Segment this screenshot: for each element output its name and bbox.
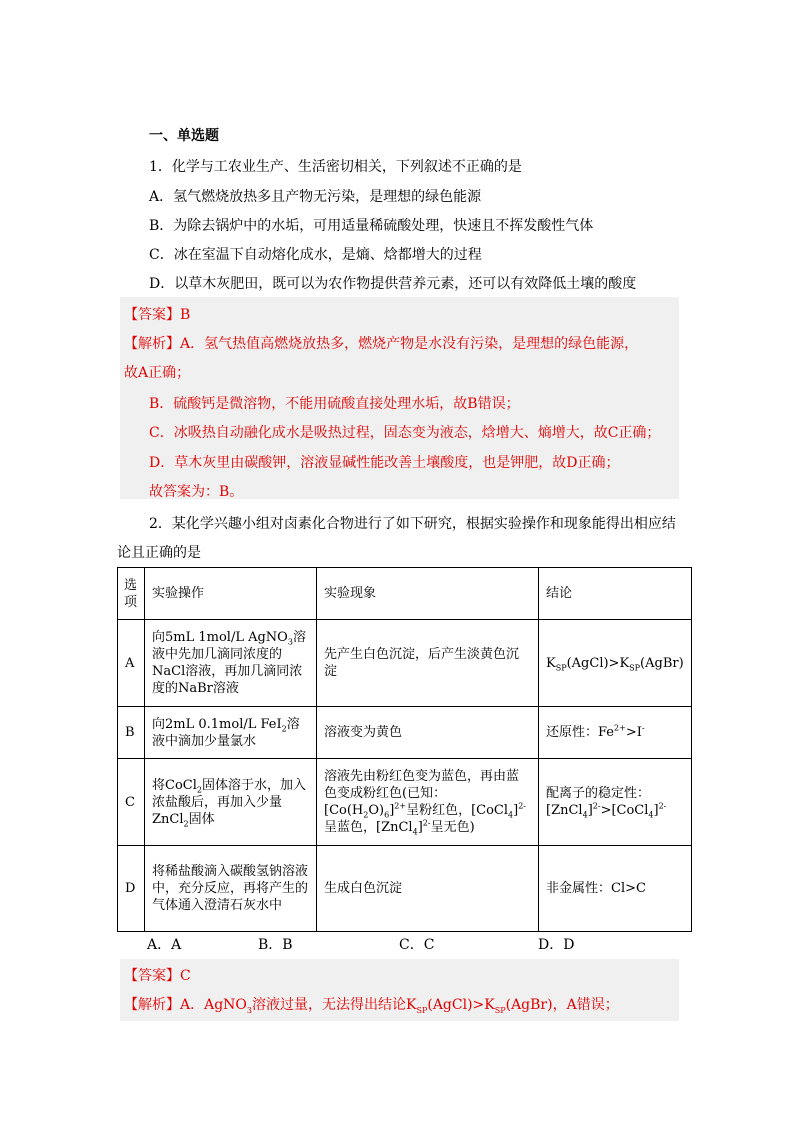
row-option: D [118, 846, 145, 932]
section-title: 一、单选题 [149, 128, 219, 144]
row-option: A [118, 620, 145, 707]
q1-stem: 1．化学与工农业生产、生活密切相关，下列叙述不正确的是 [149, 159, 522, 175]
q1-analysis-line-4: C．冰吸热自动融化成水是吸热过程，固态变为液态，焓增大、熵增大，故C正确； [149, 425, 661, 441]
q1-option-a: A．氢气燃烧放热多且产物无污染，是理想的绿色能源 [149, 189, 482, 205]
q1-analysis-line-6: 故答案为：B。 [149, 484, 244, 500]
row-option: B [118, 707, 145, 759]
table-row [118, 707, 692, 759]
row-conclusion: 配离子的稳定性： [ZnCl$_4$]$^{2-}$>[CoCl$_4$]$^{2-}$ [539, 759, 692, 846]
answer-label: 【答案】 [124, 307, 180, 323]
q2-analysis-line-1: 【解析】A．AgNO$_3$溶液过量，无法得出结论$K_{SP}(AgCl)>K_{SP}(AgBr)$，A错误； [124, 997, 619, 1015]
row-operation: 将CoCl$_2$固体溶于水，加入浓盐酸后，再加入少量ZnCl$_2$固体 [145, 759, 317, 846]
row-phenomenon: 溶液变为黄色 [317, 707, 539, 759]
experiment-table [117, 567, 692, 932]
row-option: C [118, 759, 145, 846]
table-header-row [118, 568, 692, 620]
analysis-label: 【解析】 [124, 336, 180, 352]
table-row [118, 759, 692, 846]
q2-stem-line-2: 论且正确的是 [117, 545, 201, 561]
answer-value: C [180, 968, 191, 984]
q2-choice-c: C．C [399, 937, 435, 953]
header-option: 选项 [118, 568, 145, 620]
analysis-text: A．氢气热值高燃烧放热多，燃烧产物是水没有污染，是理想的绿色能源， [180, 336, 639, 352]
q1-analysis-line-3: B．硫酸钙是微溶物，不能用硫酸直接处理水垢，故B错误； [149, 396, 520, 412]
header-phenomenon: 实验现象 [317, 568, 539, 620]
q2-choice-d: D．D [538, 937, 575, 953]
row-operation: 将稀盐酸滴入碳酸氢钠溶液中，充分反应，再将产生的气体通入澄清石灰水中 [145, 846, 317, 932]
q2-choice-b: B．B [258, 937, 293, 953]
row-conclusion: 非金属性：Cl>C [539, 846, 692, 932]
q1-option-c: C．冰在室温下自动熔化成水，是熵、焓都增大的过程 [149, 247, 482, 263]
answer-label: 【答案】 [124, 968, 180, 984]
row-phenomenon: 生成白色沉淀 [317, 846, 539, 932]
q1-analysis-line-1 [124, 333, 638, 353]
header-operation: 实验操作 [145, 568, 317, 620]
answer-value: B [180, 307, 191, 323]
row-operation: 向2mL 0.1mol/L FeI$_2$溶液中滴加少量氯水 [145, 707, 317, 759]
q1-option-d: D．以草木灰肥田，既可以为农作物提供营养元素，还可以有效降低土壤的酸度 [149, 276, 637, 292]
table-row [118, 846, 692, 932]
q2-answer [124, 965, 191, 985]
q2-choice-a: A．A [147, 937, 182, 953]
row-phenomenon: 先产生白色沉淀，后产生淡黄色沉淀 [317, 620, 539, 707]
q1-analysis-line-5: D．草木灰里由碳酸钾，溶液显碱性能改善土壤酸度，也是钾肥，故D正确； [149, 455, 620, 471]
header-conclusion: 结论 [539, 568, 692, 620]
analysis-label: 【解析】 [124, 997, 180, 1013]
row-conclusion: 还原性：$Fe^{2+}>I^-$ [539, 707, 692, 759]
q2-stem-line-1: 2．某化学兴趣小组对卤素化合物进行了如下研究，根据实验操作和现象能得出相应结 [149, 516, 676, 532]
row-conclusion: $K_{SP}(AgCl)>K_{SP}(AgBr)$ [539, 620, 692, 707]
row-operation: 向5mL 1mol/L AgNO$_3$溶液中先加几滴同浓度的NaCl溶液，再加几滴同浓度的NaBr溶液 [145, 620, 317, 707]
row-phenomenon: 溶液先由粉红色变为蓝色，再由蓝色变成粉红色(已知：$[Co(H_2O)_6]^{2+}$呈粉红色，[CoCl$_4$]$^{2-}$呈蓝色，[ZnCl$_4$]$^{2-}$呈无色) [317, 759, 539, 846]
q1-option-b: B．为除去锅炉中的水垢，可用适量稀硫酸处理，快速且不挥发酸性气体 [149, 218, 594, 234]
q1-analysis-line-2: 故A正确； [124, 365, 191, 381]
table-row [118, 620, 692, 707]
q1-answer [124, 304, 190, 324]
